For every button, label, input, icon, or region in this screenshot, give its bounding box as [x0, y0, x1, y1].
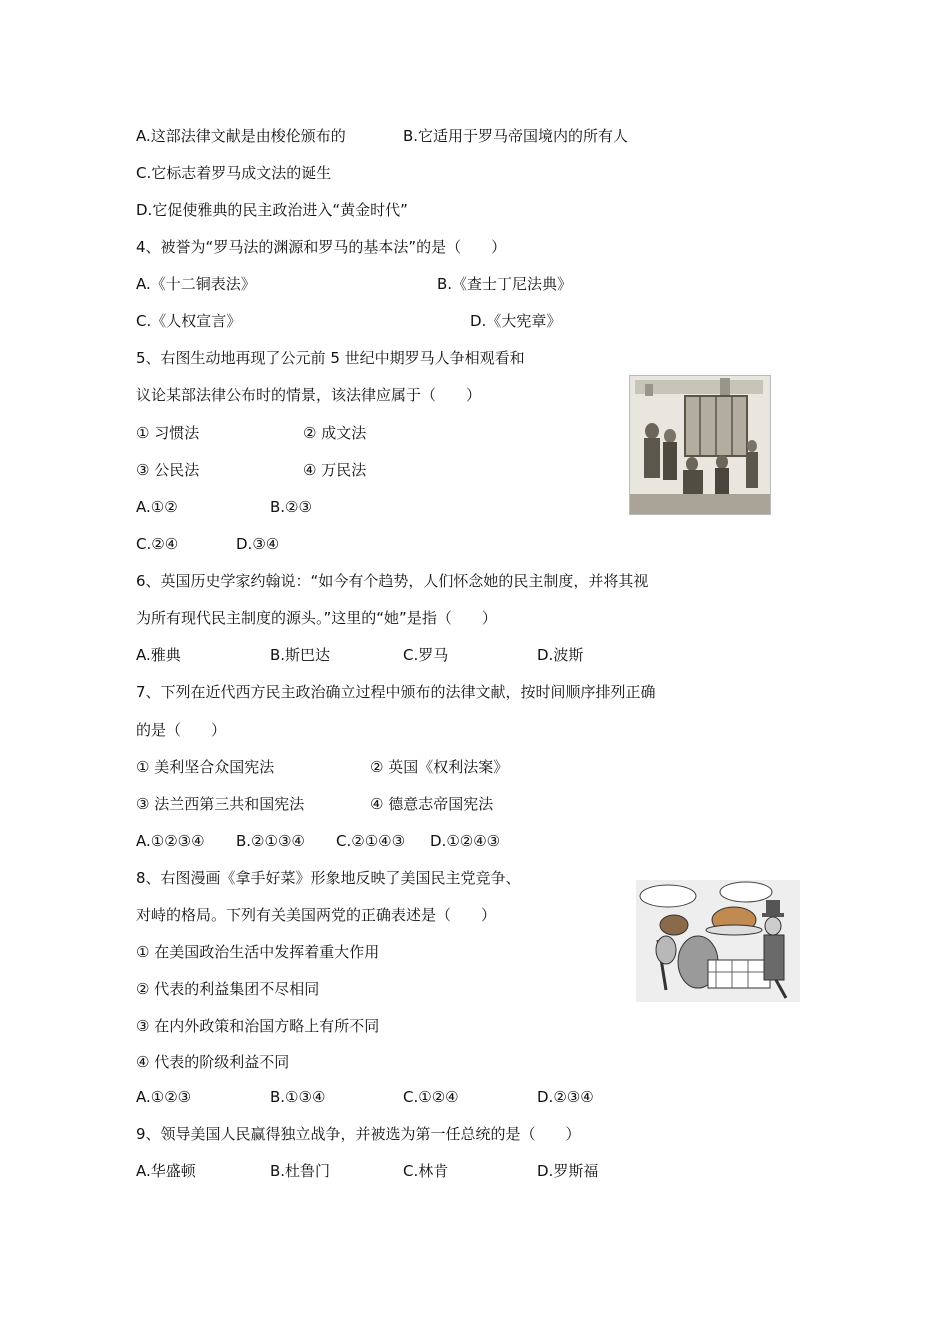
q5-option-c: C.②④	[136, 535, 179, 553]
q7-stem-line1: 7、下列在近代西方民主政治确立过程中颁布的法律文献，按时间顺序排列正确	[136, 683, 656, 701]
q9-stem: 9、领导美国人民赢得独立战争，并被选为第一任总统的是（ ）	[136, 1125, 581, 1143]
q8-item-1: ① 在美国政治生活中发挥着重大作用	[136, 943, 380, 961]
q7-stem-line2: 的是（ ）	[136, 721, 227, 739]
q7-option-d: D.①②④③	[430, 832, 501, 850]
q7-item-4: ④ 德意志帝国宪法	[370, 795, 494, 813]
q3-option-b: B.它适用于罗马帝国境内的所有人	[403, 127, 629, 145]
q3-option-c: C.它标志着罗马成文法的诞生	[136, 164, 332, 182]
roman-law-illustration	[629, 375, 771, 515]
q8-item-3: ③ 在内外政策和治国方略上有所不同	[136, 1017, 380, 1035]
q8-option-d: D.②③④	[537, 1088, 594, 1106]
q6-option-d: D.波斯	[537, 646, 584, 664]
q8-item-4: ④ 代表的阶级利益不同	[136, 1053, 290, 1071]
q5-item-3: ③ 公民法	[136, 461, 200, 479]
q8-item-2: ② 代表的利益集团不尽相同	[136, 980, 320, 998]
q9-option-d: D.罗斯福	[537, 1162, 599, 1180]
party-cartoon-illustration	[636, 880, 800, 1002]
q9-option-c: C.林肯	[403, 1162, 449, 1180]
q7-option-c: C.②①④③	[336, 832, 406, 850]
q4-option-a: A.《十二铜表法》	[136, 275, 256, 293]
q3-option-d: D.它促使雅典的民主政治进入“黄金时代”	[136, 201, 408, 219]
q9-option-b: B.杜鲁门	[270, 1162, 331, 1180]
q7-item-1: ① 美利坚合众国宪法	[136, 758, 275, 776]
q8-stem-line1: 8、右图漫画《拿手好菜》形象地反映了美国民主党竞争、	[136, 869, 521, 887]
q9-option-a: A.华盛顿	[136, 1162, 196, 1180]
q8-option-a: A.①②③	[136, 1088, 192, 1106]
q5-stem-line1: 5、右图生动地再现了公元前 5 世纪中期罗马人争相观看和	[136, 349, 525, 367]
q6-stem-line1: 6、英国历史学家约翰说：“如今有个趋势，人们怀念她的民主制度，并将其视	[136, 572, 649, 590]
q5-option-a: A.①②	[136, 498, 178, 516]
q6-option-c: C.罗马	[403, 646, 449, 664]
q6-option-b: B.斯巴达	[270, 646, 331, 664]
q6-option-a: A.雅典	[136, 646, 181, 664]
q4-option-c: C.《人权宣言》	[136, 312, 242, 330]
q5-item-2: ② 成文法	[303, 424, 367, 442]
q7-item-2: ② 英国《权利法案》	[370, 758, 509, 776]
q7-item-3: ③ 法兰西第三共和国宪法	[136, 795, 305, 813]
q4-stem: 4、被誉为“罗马法的渊源和罗马的基本法”的是（ ）	[136, 238, 507, 256]
q3-option-a: A.这部法律文献是由梭伦颁布的	[136, 127, 346, 145]
q5-option-d: D.③④	[236, 535, 280, 553]
q8-option-c: C.①②④	[403, 1088, 459, 1106]
q8-option-b: B.①③④	[270, 1088, 326, 1106]
q7-option-a: A.①②③④	[136, 832, 205, 850]
q7-option-b: B.②①③④	[236, 832, 305, 850]
q5-item-1: ① 习惯法	[136, 424, 200, 442]
q4-option-b: B.《查士丁尼法典》	[437, 275, 573, 293]
q5-option-b: B.②③	[270, 498, 312, 516]
q5-item-4: ④ 万民法	[303, 461, 367, 479]
q8-stem-line2: 对峙的格局。下列有关美国两党的正确表述是（ ）	[136, 906, 497, 924]
q5-stem-line2: 议论某部法律公布时的情景，该法律应属于（ ）	[136, 386, 482, 404]
q4-option-d: D.《大宪章》	[470, 312, 562, 330]
q6-stem-line2: 为所有现代民主制度的源头。”这里的“她”是指（ ）	[136, 609, 497, 627]
